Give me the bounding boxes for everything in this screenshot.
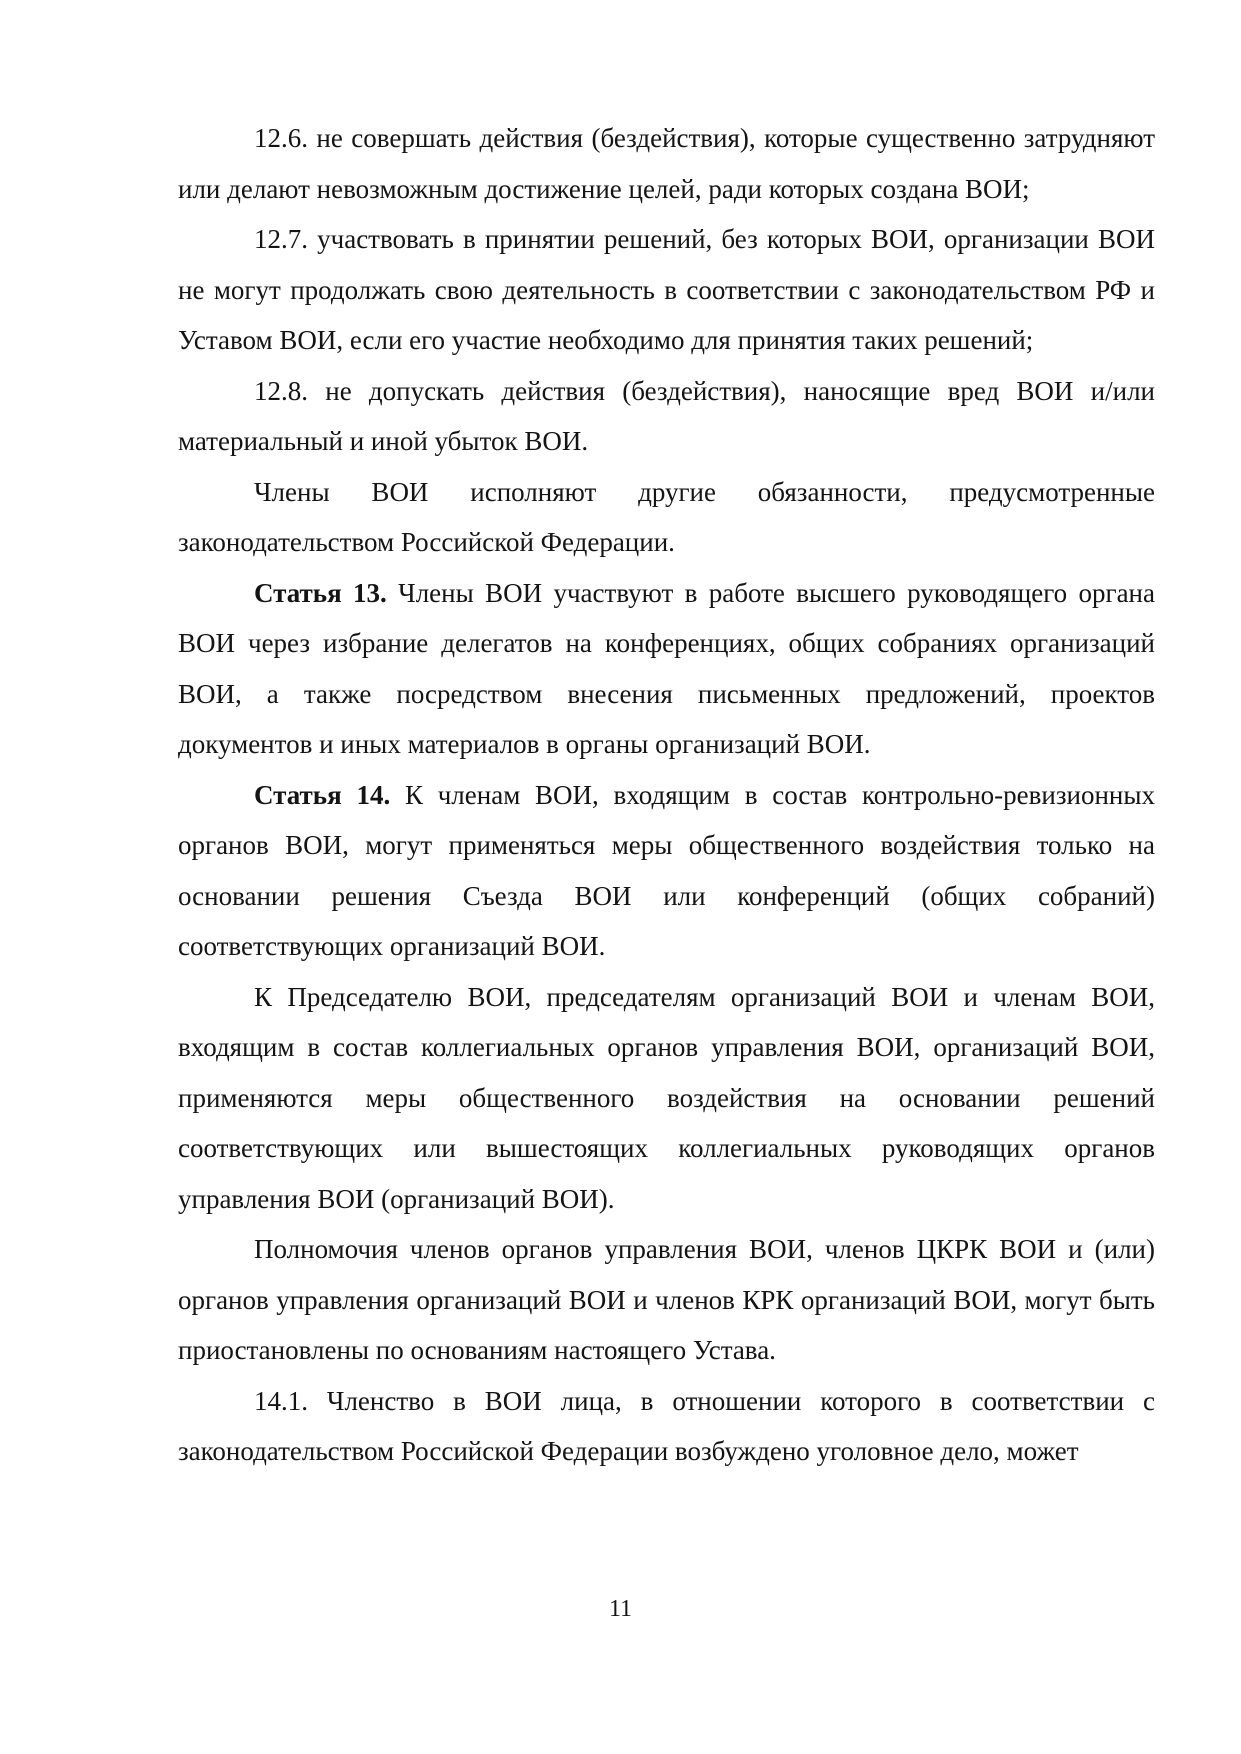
paragraph-powers-suspension: Полномочия членов органов управления ВОИ, членов ЦКРК ВОИ и (или) органов управления организаций ВОИ и членов КРК организаций ВОИ, могут быть приостановлены по основаниям настоящего Устава. bbox=[178, 1234, 1155, 1365]
paragraph-other-duties: Члены ВОИ исполняют другие обязанности, предусмотренные законодательством Российской Федерации. bbox=[178, 476, 1155, 557]
paragraph-12-7: 12.7. участвовать в принятии решений, без которых ВОИ, организации ВОИ не могут продолжать свою деятельность в соответствии с законодательством РФ и Уставом ВОИ, если его участие необходимо для принятия таких решений; bbox=[178, 224, 1155, 355]
page-number: 11 bbox=[608, 1596, 633, 1622]
paragraph-article-13 bbox=[178, 568, 1155, 770]
article-14-label: Статья 14. bbox=[254, 779, 391, 810]
document-body bbox=[178, 113, 1155, 1477]
article-14-text: К членам ВОИ, входящим в состав контрольно-ревизионных органов ВОИ, могут применяться меры общественного воздействия только на основании решения Съезда ВОИ или конференций (общих собраний) соответствующих организаций ВОИ. bbox=[178, 779, 1156, 961]
paragraph-12-8: 12.8. не допускать действия (бездействия), наносящие вред ВОИ и/или материальный и иной убыток ВОИ. bbox=[178, 375, 1155, 456]
article-13-label: Статья 13. bbox=[254, 577, 387, 608]
paragraph-14-1: 14.1. Членство в ВОИ лица, в отношении которого в соответствии с законодательством Российской Федерации возбуждено уголовное дело, может bbox=[178, 1385, 1155, 1466]
paragraph-chairman-measures: К Председателю ВОИ, председателям организаций ВОИ и членам ВОИ, входящим в состав коллегиальных органов управления ВОИ, организаций ВОИ, применяются меры общественного воздействия на основании решений соответствующих или вышестоящих коллегиальных руководящих органов управления ВОИ (организаций ВОИ). bbox=[178, 981, 1155, 1214]
paragraph-article-14 bbox=[178, 770, 1155, 972]
article-13-text: Члены ВОИ участвуют в работе высшего руководящего органа ВОИ через избрание делегатов на конференциях, общих собраниях организаций ВОИ, а также посредством внесения письменных предложений, проектов документов и иных материалов в органы организаций ВОИ. bbox=[178, 577, 1155, 759]
paragraph-12-6: 12.6. не совершать действия (бездействия), которые существенно затрудняют или делают невозможным достижение целей, ради которых создана ВОИ; bbox=[178, 123, 1155, 204]
